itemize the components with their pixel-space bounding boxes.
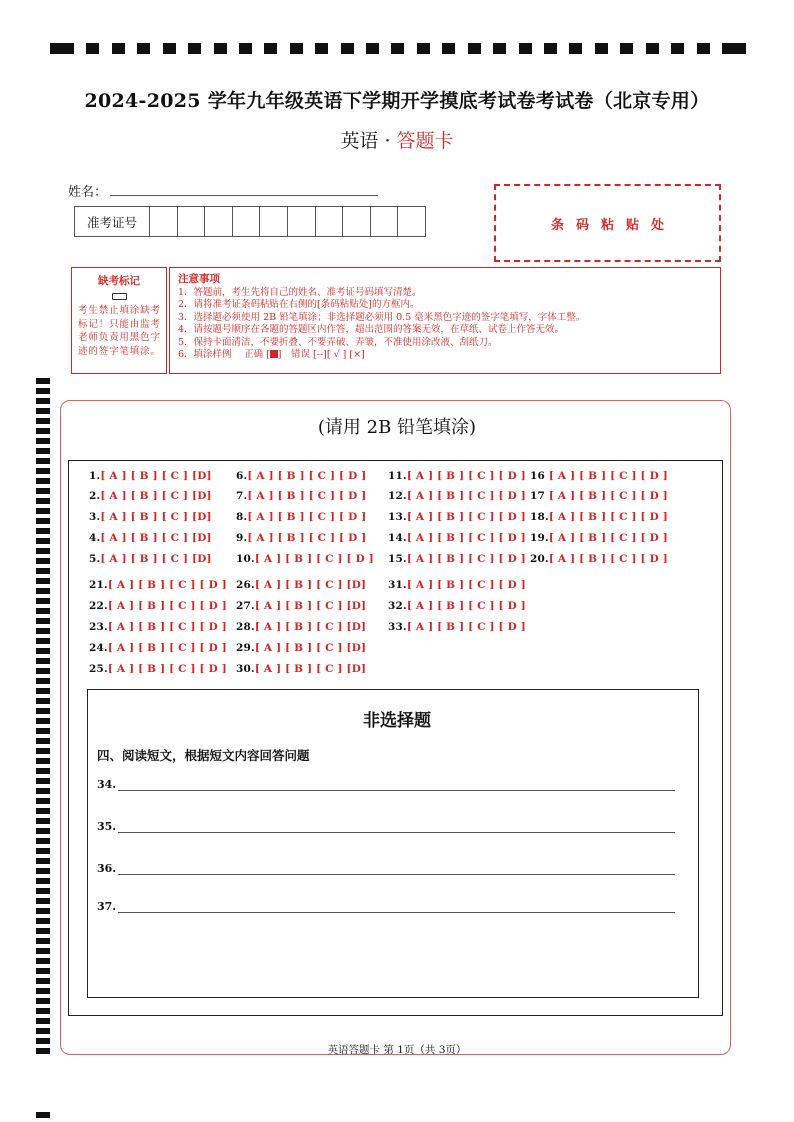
timing-mark (36, 638, 50, 644)
timing-mark (341, 43, 354, 54)
timing-mark (36, 458, 50, 464)
question-options[interactable]: [ A ] [ B ] [ C ] [D] (100, 553, 212, 565)
question-number: 29. (236, 642, 255, 654)
answer-line[interactable] (118, 874, 675, 875)
answer-number: 34. (97, 778, 117, 791)
timing-mark (36, 558, 50, 564)
sample-prefix: 6．填涂样例 正确 [ (178, 349, 270, 360)
ticket-digit-cell[interactable] (205, 207, 233, 236)
timing-mark (36, 778, 50, 784)
question-number: 26. (236, 579, 255, 591)
question-number: 2. (89, 490, 101, 502)
timing-mark (36, 488, 50, 494)
question-options[interactable]: [ A ] [ B ] [ C ] [D] (254, 642, 367, 654)
barcode-area (494, 184, 721, 262)
timing-mark (36, 748, 50, 754)
mc-question[interactable] (236, 553, 374, 565)
timing-mark (86, 43, 99, 54)
question-number: 19. (530, 532, 549, 544)
timing-mark (36, 608, 50, 614)
timing-mark (36, 908, 50, 914)
answer-line[interactable] (118, 790, 675, 791)
question-number: 18. (530, 511, 549, 523)
ticket-digit-cell[interactable] (150, 207, 178, 236)
answer-number: 36. (97, 862, 117, 875)
question-number: 5. (89, 553, 101, 565)
timing-mark (722, 43, 746, 54)
question-number: 23. (89, 621, 108, 633)
question-number: 10. (236, 553, 255, 565)
question-number: 9. (236, 532, 248, 544)
timing-mark (36, 928, 50, 934)
timing-mark (36, 518, 50, 524)
mc-question[interactable] (388, 511, 526, 523)
timing-mark (36, 828, 50, 834)
timing-mark (36, 1028, 50, 1034)
timing-mark (36, 468, 50, 474)
question-number: 31. (388, 579, 407, 591)
timing-mark (697, 43, 710, 54)
question-number: 12. (388, 490, 407, 502)
mc-question[interactable] (388, 490, 526, 502)
answer-number: 37. (97, 900, 117, 913)
subtitle-subject: 英语 · (340, 130, 397, 152)
question-number: 17 (530, 490, 549, 502)
timing-mark (36, 588, 50, 594)
mc-question[interactable] (236, 511, 366, 523)
question-number: 22. (89, 600, 108, 612)
mc-question[interactable] (236, 642, 366, 654)
mc-question[interactable] (530, 553, 668, 565)
timing-mark (188, 43, 201, 54)
timing-mark (264, 43, 277, 54)
timing-mark (137, 43, 150, 54)
question-options[interactable]: [ A ] [ B ] [ C ] [D] (254, 663, 367, 675)
question-options[interactable]: [ A ] [ B ] [ C ] [ D ] (247, 511, 367, 523)
question-options[interactable]: [ A ] [ B ] [ C ] [D] (254, 621, 367, 633)
timing-mark (36, 868, 50, 874)
timing-mark (36, 448, 50, 454)
timing-mark (671, 43, 684, 54)
timing-mark (646, 43, 659, 54)
non-select-title: 非选择题 (363, 711, 431, 731)
name-field[interactable] (110, 195, 378, 196)
timing-mark (36, 1018, 50, 1024)
answer-line[interactable] (118, 912, 675, 913)
question-options[interactable]: [ A ] [ B ] [ C ] [ D ] (406, 600, 526, 612)
bottom-timing-mark (36, 1112, 50, 1118)
timing-mark (36, 478, 50, 484)
timing-mark (36, 808, 50, 814)
question-number: 30. (236, 663, 255, 675)
timing-mark (36, 988, 50, 994)
question-options[interactable]: [ A ] [ B ] [ C ] [ D ] (107, 621, 227, 633)
ticket-number-label: 准考证号 (75, 207, 150, 236)
absent-mark-title: 缺考标记 (98, 275, 140, 287)
mc-question[interactable] (236, 579, 366, 591)
question-number: 25. (89, 663, 108, 675)
question-number: 3. (89, 511, 101, 523)
top-timing-marks (50, 43, 746, 55)
answer-number: 35. (97, 820, 117, 833)
filled-sample-icon (270, 350, 278, 358)
mc-question[interactable] (236, 470, 366, 482)
mc-question[interactable] (89, 553, 212, 565)
timing-mark (442, 43, 455, 54)
question-options[interactable]: [ A ] [ B ] [ C ] [D] (254, 579, 367, 591)
ticket-digit-cell[interactable] (260, 207, 288, 236)
timing-mark (36, 398, 50, 404)
notes-item-sample (178, 349, 712, 362)
mc-question[interactable] (89, 663, 227, 675)
question-options[interactable]: [ A ] [ B ] [ C ] [ D ] (406, 511, 526, 523)
timing-mark (36, 548, 50, 554)
timing-mark (36, 818, 50, 824)
timing-mark (163, 43, 176, 54)
mc-question[interactable] (530, 470, 668, 482)
question-number: 6. (236, 470, 248, 482)
question-options[interactable]: [ A ] [ B ] [ C ] [ D ] (406, 470, 526, 482)
notes-box (169, 267, 721, 374)
timing-mark (36, 538, 50, 544)
question-options[interactable]: [ A ] [ B ] [ C ] [ D ] (107, 579, 227, 591)
question-options[interactable]: [ A ] [ B ] [ C ] [ D ] (406, 490, 526, 502)
ticket-digit-cell[interactable] (178, 207, 206, 236)
mc-question[interactable] (388, 553, 526, 565)
timing-mark (569, 43, 582, 54)
timing-mark (36, 378, 50, 384)
timing-mark (36, 688, 50, 694)
mc-question[interactable] (388, 532, 526, 544)
timing-mark (36, 918, 50, 924)
pencil-instruction: (请用 2B 铅笔填涂) (317, 417, 477, 438)
section-heading: 四、阅读短文，根据短文内容回答问题 (97, 748, 310, 763)
question-number: 16 (530, 470, 549, 482)
question-number: 13. (388, 511, 407, 523)
mc-question[interactable] (89, 470, 212, 482)
question-number: 24. (89, 642, 108, 654)
question-options[interactable]: [ A ] [ B ] [ C ] [ D ] (406, 553, 526, 565)
question-options[interactable]: [ A ] [ B ] [ C ] [D] (100, 470, 212, 482)
question-number: 1. (89, 470, 101, 482)
mc-question[interactable] (89, 621, 227, 633)
timing-mark (519, 43, 532, 54)
question-options[interactable]: [ A ] [ B ] [ C ] [ D ] (548, 470, 668, 482)
page-footer: 英语答题卡 第 1页（共 3页） (327, 1044, 467, 1056)
timing-mark (36, 388, 50, 394)
question-options[interactable]: [ A ] [ B ] [ C ] [ D ] (406, 621, 526, 633)
timing-mark (366, 43, 379, 54)
question-options[interactable]: [ A ] [ B ] [ C ] [ D ] (548, 532, 668, 544)
question-number: 4. (89, 532, 101, 544)
question-number: 15. (388, 553, 407, 565)
timing-mark (36, 998, 50, 1004)
notes-item: 5．保持卡面清洁，不要折叠、不要弄破、弄皱，不准使用涂改液、刮纸刀。 (178, 336, 498, 348)
timing-mark (36, 658, 50, 664)
question-number: 8. (236, 511, 248, 523)
timing-mark (36, 508, 50, 514)
mc-question[interactable] (89, 579, 227, 591)
question-number: 33. (388, 621, 407, 633)
question-number: 32. (388, 600, 407, 612)
question-options[interactable]: [ A ] [ B ] [ C ] [ D ] (107, 600, 227, 612)
timing-mark (544, 43, 557, 54)
timing-mark (36, 938, 50, 944)
timing-mark (620, 43, 633, 54)
mc-question[interactable] (530, 490, 668, 502)
timing-mark (36, 978, 50, 984)
sample-suffix: ] 错误 [--][ √ ] [×] (277, 349, 365, 360)
timing-mark (36, 678, 50, 684)
timing-mark (315, 43, 328, 54)
timing-mark (36, 698, 50, 704)
mc-question[interactable] (236, 621, 366, 633)
page-subtitle (0, 126, 794, 153)
ticket-digit-cell[interactable] (343, 207, 371, 236)
absent-mark-text: 考生禁止填涂缺考标记！只能由监考老师负责用黑色字迹的签字笔填涂。 (78, 305, 160, 357)
mc-question[interactable] (388, 621, 526, 633)
timing-mark (493, 43, 506, 54)
timing-mark (36, 668, 50, 674)
question-number: 20. (530, 553, 549, 565)
timing-mark (36, 798, 50, 804)
mc-question[interactable] (89, 600, 227, 612)
question-options[interactable]: [ A ] [ B ] [ C ] [D] (254, 600, 367, 612)
timing-mark (214, 43, 227, 54)
ticket-number-grid (74, 206, 426, 237)
timing-mark (36, 648, 50, 654)
page-title: 2024-2025 学年九年级英语下学期开学摸底考试卷考试卷（北京专用） (84, 90, 710, 112)
question-number: 14. (388, 532, 407, 544)
ticket-digit-cell[interactable] (288, 207, 316, 236)
question-options[interactable]: [ A ] [ B ] [ C ] [ D ] (406, 532, 526, 544)
timing-mark (468, 43, 481, 54)
question-options[interactable]: [ A ] [ B ] [ C ] [ D ] (406, 579, 526, 591)
timing-mark (36, 878, 50, 884)
question-number: 27. (236, 600, 255, 612)
mc-question[interactable] (89, 642, 227, 654)
mc-question[interactable] (89, 511, 212, 523)
non-select-box (87, 689, 699, 998)
mc-question[interactable] (236, 490, 366, 502)
mc-question[interactable] (388, 579, 526, 591)
timing-mark (290, 43, 303, 54)
question-number: 28. (236, 621, 255, 633)
question-number: 11. (388, 470, 407, 482)
timing-mark (36, 758, 50, 764)
mc-question[interactable] (388, 600, 526, 612)
timing-mark (36, 948, 50, 954)
question-options[interactable]: [ A ] [ B ] [ C ] [D] (100, 511, 212, 523)
timing-mark (36, 578, 50, 584)
timing-mark (36, 598, 50, 604)
question-options[interactable]: [ A ] [ B ] [ C ] [ D ] (548, 511, 668, 523)
timing-mark (36, 968, 50, 974)
mc-question[interactable] (388, 470, 526, 482)
mc-question[interactable] (530, 511, 668, 523)
question-options[interactable]: [ A ] [ B ] [ C ] [ D ] (548, 553, 668, 565)
barcode-label: 条码粘贴处 (550, 217, 676, 233)
timing-mark (36, 568, 50, 574)
timing-mark (417, 43, 430, 54)
timing-mark (36, 858, 50, 864)
timing-mark (36, 788, 50, 794)
notes-item: 3．选择题必须使用 2B 铅笔填涂；非选择题必须用 0.5 毫米黑色字迹的签字笔填写，字体工整。 (178, 311, 586, 323)
timing-mark (36, 738, 50, 744)
mc-question[interactable] (89, 532, 212, 544)
mc-question[interactable] (236, 663, 366, 675)
mc-question[interactable] (236, 600, 366, 612)
timing-mark (239, 43, 252, 54)
timing-mark (36, 498, 50, 504)
mc-question[interactable] (530, 532, 668, 544)
timing-mark (36, 1008, 50, 1014)
question-number: 7. (236, 490, 248, 502)
subtitle-card: 答题卡 (396, 130, 454, 152)
question-options[interactable]: [ A ] [ B ] [ C ] [ D ] (247, 490, 367, 502)
notes-title: 注意事项 (178, 273, 220, 285)
timing-mark (36, 618, 50, 624)
timing-mark (36, 848, 50, 854)
notes-item: 2．请将准考证条码粘贴在右侧的[条码粘贴处]的方框内。 (178, 299, 420, 310)
timing-mark (36, 528, 50, 534)
question-options[interactable]: [ A ] [ B ] [ C ] [ D ] (548, 490, 668, 502)
question-number: 21. (89, 579, 108, 591)
question-options[interactable]: [ A ] [ B ] [ C ] [ D ] (247, 470, 367, 482)
timing-mark (391, 43, 404, 54)
timing-mark (36, 838, 50, 844)
timing-mark (50, 43, 74, 54)
answer-line[interactable] (118, 832, 675, 833)
timing-mark (112, 43, 125, 54)
name-label: 姓名： (68, 185, 108, 200)
absent-mark-box (71, 267, 167, 374)
question-options[interactable]: [ A ] [ B ] [ C ] [ D ] (107, 663, 227, 675)
question-options[interactable]: [ A ] [ B ] [ C ] [D] (100, 490, 212, 502)
question-options[interactable]: [ A ] [ B ] [ C ] [D] (100, 532, 212, 544)
timing-mark (36, 628, 50, 634)
notes-item: 4．请按题号顺序在各题的答题区内作答，超出范围的答案无效，在草纸、试卷上作答无效。 (178, 324, 565, 335)
timing-mark (36, 898, 50, 904)
ticket-digit-cell[interactable] (316, 207, 344, 236)
notes-item: 1．答题前，考生先将自己的姓名、准考证号码填写清楚。 (178, 286, 422, 298)
question-options[interactable]: [ A ] [ B ] [ C ] [ D ] (107, 642, 227, 654)
timing-mark (595, 43, 608, 54)
timing-mark (36, 888, 50, 894)
timing-mark (36, 958, 50, 964)
ticket-digit-cell[interactable] (371, 207, 399, 236)
mc-question[interactable] (89, 490, 212, 502)
ticket-digit-cell[interactable] (398, 207, 425, 236)
mc-question[interactable] (236, 532, 366, 544)
timing-mark (36, 768, 50, 774)
ticket-digit-cell[interactable] (233, 207, 261, 236)
question-options[interactable]: [ A ] [ B ] [ C ] [ D ] (254, 553, 374, 565)
absent-mark-checkbox[interactable] (112, 293, 127, 300)
question-options[interactable]: [ A ] [ B ] [ C ] [ D ] (247, 532, 367, 544)
